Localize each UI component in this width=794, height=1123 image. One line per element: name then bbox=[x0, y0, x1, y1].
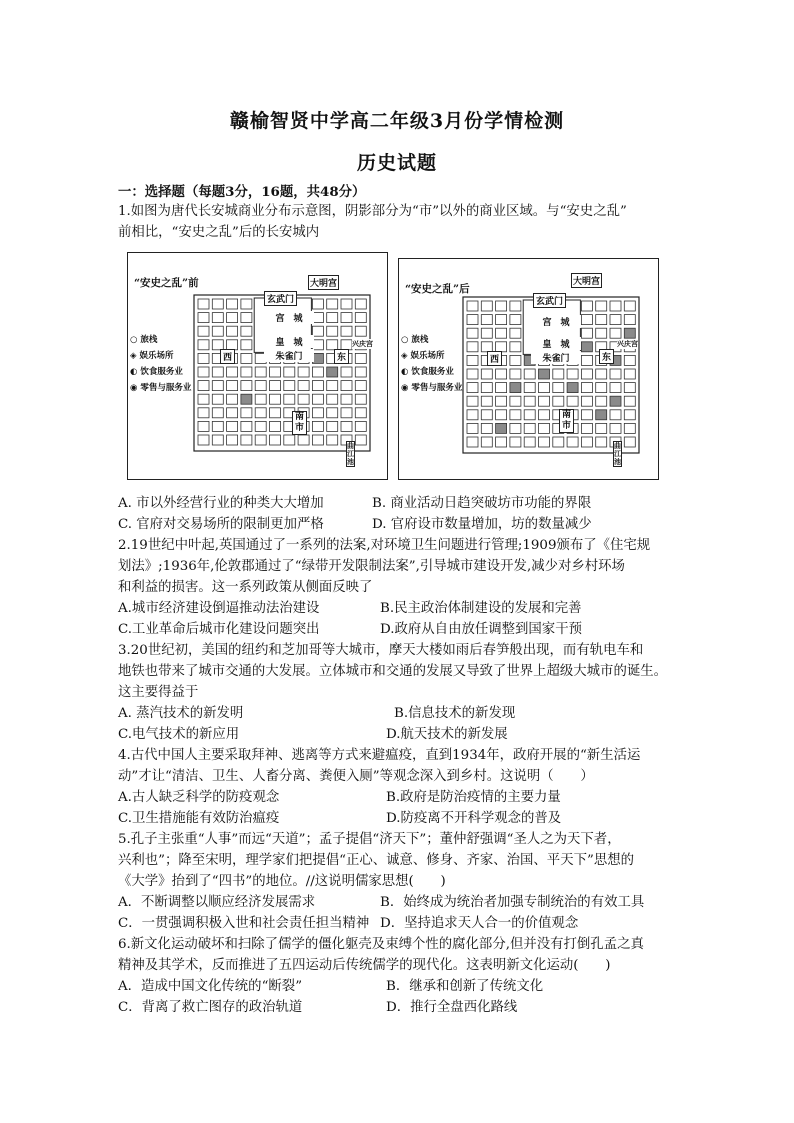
city-ward bbox=[255, 394, 266, 404]
city-ward bbox=[198, 381, 209, 391]
q4-option-a: A.古人缺乏科学的防疫观念 bbox=[118, 790, 280, 805]
city-ward bbox=[355, 326, 366, 336]
city-ward bbox=[624, 383, 635, 393]
city-ward bbox=[355, 367, 366, 377]
city-ward bbox=[510, 355, 521, 365]
city-ward bbox=[539, 437, 550, 447]
commercial-ward bbox=[567, 383, 578, 393]
food-icon: ◐ bbox=[401, 367, 412, 377]
city-ward bbox=[255, 435, 266, 445]
city-ward bbox=[496, 369, 507, 379]
map-right-east-market: 东 bbox=[599, 349, 614, 364]
city-ward bbox=[298, 381, 309, 391]
city-ward bbox=[581, 315, 592, 325]
q5-option-d: D．坚持追求天人合一的价值观念 bbox=[380, 916, 579, 931]
city-ward bbox=[467, 423, 478, 433]
city-ward bbox=[610, 383, 621, 393]
city-ward bbox=[467, 383, 478, 393]
city-ward bbox=[327, 408, 338, 418]
q2-option-a: A.城市经济建设倒逼推动法治建设 bbox=[118, 601, 320, 616]
city-ward bbox=[312, 408, 323, 418]
q3-line-1: 3.20世纪初，美国的纽约和芝加哥等大城市，摩天大楼如雨后春笋般出现，而有轨电车和 bbox=[118, 643, 644, 658]
q5-line-1: 5.孔子主张重“人事”而远“天道”；孟子提倡“济天下”；董仲舒强调“圣人之为天下者， bbox=[118, 832, 621, 847]
city-ward bbox=[624, 410, 635, 420]
city-ward bbox=[198, 313, 209, 323]
city-ward bbox=[524, 383, 535, 393]
city-ward bbox=[241, 367, 252, 377]
city-ward bbox=[227, 313, 238, 323]
legend-lodging-right: ○ 旅栈 bbox=[401, 335, 429, 345]
map-right-gongcheng: 宫 城 bbox=[531, 315, 581, 328]
q4-option-c: C.卫生措施能有效防治瘟疫 bbox=[118, 811, 280, 826]
city-ward bbox=[327, 313, 338, 323]
city-ward bbox=[212, 326, 223, 336]
map-right-xingqing: 兴庆宫 bbox=[617, 339, 638, 348]
city-ward bbox=[312, 340, 323, 350]
q1-option-c: C. 官府对交易场所的限制更加严格 bbox=[118, 517, 324, 532]
city-ward bbox=[510, 423, 521, 433]
city-ward bbox=[241, 326, 252, 336]
city-ward bbox=[596, 328, 607, 338]
city-ward bbox=[298, 435, 309, 445]
city-ward bbox=[241, 421, 252, 431]
city-ward bbox=[341, 299, 352, 309]
q5-option-b: B．始终成为统治者加强专制统治的有效工具 bbox=[380, 895, 645, 910]
city-ward bbox=[255, 421, 266, 431]
city-ward bbox=[355, 408, 366, 418]
city-ward bbox=[624, 355, 635, 365]
city-ward bbox=[596, 396, 607, 406]
city-ward bbox=[212, 313, 223, 323]
map-right-huangcheng: 皇 城 bbox=[531, 337, 581, 350]
city-ward bbox=[312, 313, 323, 323]
legend-entertainment: ◈ 娱乐场所 bbox=[130, 351, 174, 361]
city-ward bbox=[255, 408, 266, 418]
q2-option-c: C.工业革命后城市化建设问题突出 bbox=[118, 622, 320, 637]
city-ward bbox=[270, 381, 281, 391]
q1-line-1: 1.如图为唐代长安城商业分布示意图，阴影部分为“市”以外的商业区域。与“安史之乱” bbox=[118, 204, 627, 219]
city-ward bbox=[284, 394, 295, 404]
city-ward bbox=[524, 423, 535, 433]
city-ward bbox=[467, 369, 478, 379]
map-right-zhuque: 朱雀门 bbox=[531, 351, 581, 364]
q3-line-2: 地铁也带来了城市交通的大发展。立体城市和交通的发展又导致了世界上超级大城市的诞生。 bbox=[118, 664, 668, 679]
map-left-huangcheng: 皇 城 bbox=[264, 335, 314, 348]
map-after-anshi bbox=[398, 258, 659, 480]
city-ward bbox=[312, 326, 323, 336]
commercial-ward bbox=[596, 410, 607, 420]
commercial-ward bbox=[241, 394, 252, 404]
city-ward bbox=[241, 353, 252, 363]
city-ward bbox=[241, 340, 252, 350]
city-ward bbox=[298, 367, 309, 377]
city-ward bbox=[327, 326, 338, 336]
city-ward bbox=[227, 326, 238, 336]
city-ward bbox=[227, 367, 238, 377]
city-ward bbox=[198, 435, 209, 445]
commercial-ward bbox=[624, 328, 635, 338]
city-ward bbox=[241, 435, 252, 445]
city-ward bbox=[596, 301, 607, 311]
city-ward bbox=[539, 410, 550, 420]
city-ward bbox=[312, 299, 323, 309]
city-ward bbox=[481, 396, 492, 406]
city-ward bbox=[610, 328, 621, 338]
entertainment-icon: ◈ bbox=[401, 351, 411, 361]
city-ward bbox=[467, 301, 478, 311]
q5-option-a: A．不断调整以顺应经济发展需求 bbox=[118, 895, 316, 910]
commercial-ward bbox=[581, 342, 592, 352]
city-ward bbox=[496, 437, 507, 447]
city-ward bbox=[481, 437, 492, 447]
city-ward bbox=[596, 437, 607, 447]
food-icon: ◐ bbox=[130, 367, 141, 377]
city-ward bbox=[610, 301, 621, 311]
q4-option-b: B.政府是防治疫情的主要力量 bbox=[386, 790, 561, 805]
city-ward bbox=[596, 423, 607, 433]
city-ward bbox=[341, 326, 352, 336]
map-left-gongcheng: 宫 城 bbox=[264, 311, 314, 324]
city-ward bbox=[327, 381, 338, 391]
city-ward bbox=[567, 437, 578, 447]
city-ward bbox=[198, 326, 209, 336]
city-ward bbox=[212, 435, 223, 445]
city-ward bbox=[481, 301, 492, 311]
city-ward bbox=[496, 328, 507, 338]
city-ward bbox=[624, 369, 635, 379]
city-ward bbox=[481, 328, 492, 338]
retail-icon: ◉ bbox=[130, 383, 141, 393]
city-ward bbox=[496, 410, 507, 420]
city-ward bbox=[510, 315, 521, 325]
city-ward bbox=[539, 396, 550, 406]
city-ward bbox=[241, 313, 252, 323]
city-ward bbox=[227, 381, 238, 391]
city-ward bbox=[496, 383, 507, 393]
commercial-ward bbox=[510, 383, 521, 393]
city-ward bbox=[467, 437, 478, 447]
city-ward bbox=[212, 381, 223, 391]
city-ward bbox=[596, 383, 607, 393]
map-right-south-market: 南 市 bbox=[559, 409, 574, 433]
legend-food-right: ◐ 饮食服务业 bbox=[401, 367, 454, 377]
city-ward bbox=[284, 435, 295, 445]
q4-line-2: 动”才让“清洁、卫生、人畜分离、粪便入厕”等观念深入到乡村。这说明（ ） bbox=[118, 769, 594, 784]
city-ward bbox=[270, 421, 281, 431]
q3-option-a: A. 蒸汽技术的新发明 bbox=[118, 706, 244, 721]
city-ward bbox=[467, 410, 478, 420]
entertainment-icon: ◈ bbox=[130, 351, 140, 361]
map-right-qujiang: 曲 江 池 bbox=[614, 441, 621, 466]
city-ward bbox=[581, 301, 592, 311]
lodging-icon: ○ bbox=[401, 335, 412, 345]
city-ward bbox=[467, 355, 478, 365]
city-ward bbox=[553, 369, 564, 379]
city-ward bbox=[198, 394, 209, 404]
city-ward bbox=[284, 367, 295, 377]
city-ward bbox=[270, 408, 281, 418]
map-left-south-market: 南 市 bbox=[292, 411, 307, 435]
city-ward bbox=[212, 408, 223, 418]
city-ward bbox=[355, 435, 366, 445]
q1-option-a: A. 市以外经营行业的种类大大增加 bbox=[118, 496, 324, 511]
city-ward bbox=[198, 299, 209, 309]
city-ward bbox=[481, 369, 492, 379]
city-ward bbox=[581, 423, 592, 433]
city-ward bbox=[212, 421, 223, 431]
city-ward bbox=[467, 342, 478, 352]
city-ward bbox=[481, 383, 492, 393]
q5-line-2: 兴利也”；降至宋明，理学家们把提倡“正心、诚意、修身、齐家、治国、平天下”思想的 bbox=[118, 853, 634, 868]
subject-title: 历史试题 bbox=[356, 152, 437, 174]
city-ward bbox=[312, 421, 323, 431]
city-ward bbox=[624, 396, 635, 406]
city-ward bbox=[481, 315, 492, 325]
city-ward bbox=[524, 396, 535, 406]
city-ward bbox=[227, 299, 238, 309]
city-ward bbox=[355, 381, 366, 391]
city-ward bbox=[510, 328, 521, 338]
q6-option-a: A．造成中国文化传统的“断裂” bbox=[118, 979, 303, 994]
map-left-daming: 大明宫 bbox=[308, 275, 339, 290]
city-ward bbox=[241, 408, 252, 418]
city-ward bbox=[198, 367, 209, 377]
q4-option-d: D.防疫离不开科学观念的普及 bbox=[386, 811, 562, 826]
q6-option-c: C．背离了救亡图存的政治轨道 bbox=[118, 1000, 303, 1015]
city-ward bbox=[510, 301, 521, 311]
map-left-west-market: 西 bbox=[220, 349, 235, 364]
city-ward bbox=[581, 369, 592, 379]
city-ward bbox=[467, 328, 478, 338]
city-ward bbox=[327, 421, 338, 431]
map-before-anshi bbox=[127, 252, 388, 480]
city-ward bbox=[327, 435, 338, 445]
q3-option-d: D.航天技术的新发展 bbox=[386, 727, 508, 742]
legend-lodging: ○ 旅栈 bbox=[130, 335, 158, 345]
city-ward bbox=[624, 301, 635, 311]
commercial-ward bbox=[312, 353, 323, 363]
city-ward bbox=[212, 367, 223, 377]
city-ward bbox=[510, 369, 521, 379]
q5-option-c: C．一贯强调积极入世和社会责任担当精神 bbox=[118, 916, 370, 931]
city-ward bbox=[624, 437, 635, 447]
q2-line-2: 划法》;1936年,伦敦郡通过了“绿带开发限制法案”,引导城市建设开发,减少对乡村环场 bbox=[118, 559, 625, 574]
city-ward bbox=[212, 394, 223, 404]
city-ward bbox=[581, 437, 592, 447]
q6-line-1: 6.新文化运动破坏和扫除了儒学的僵化躯壳及束缚个性的腐化部分,但并没有打倒孔孟之真 bbox=[118, 937, 644, 952]
city-ward bbox=[524, 437, 535, 447]
commercial-ward bbox=[496, 423, 507, 433]
q1-option-b: B. 商业活动日趋突破坊市功能的界限 bbox=[372, 496, 592, 511]
city-ward bbox=[510, 437, 521, 447]
city-ward bbox=[610, 315, 621, 325]
city-ward bbox=[610, 369, 621, 379]
city-ward bbox=[596, 315, 607, 325]
city-ward bbox=[467, 315, 478, 325]
city-ward bbox=[581, 383, 592, 393]
city-ward bbox=[355, 421, 366, 431]
q5-line-3: 《大学》抬到了“四书”的地位。//这说明儒家思想( ) bbox=[118, 874, 446, 889]
city-ward bbox=[198, 353, 209, 363]
city-ward bbox=[255, 367, 266, 377]
city-ward bbox=[553, 437, 564, 447]
q2-option-d: D.政府从自由放任调整到国家干预 bbox=[380, 622, 582, 637]
q6-option-d: D．推行全盘西化路线 bbox=[386, 1000, 518, 1015]
city-ward bbox=[212, 299, 223, 309]
city-ward bbox=[596, 369, 607, 379]
city-ward bbox=[298, 394, 309, 404]
city-ward bbox=[198, 340, 209, 350]
city-ward bbox=[327, 299, 338, 309]
city-ward bbox=[227, 394, 238, 404]
city-ward bbox=[481, 423, 492, 433]
commercial-ward bbox=[539, 369, 550, 379]
city-ward bbox=[227, 408, 238, 418]
city-ward bbox=[510, 396, 521, 406]
city-ward bbox=[510, 342, 521, 352]
retail-icon: ◉ bbox=[401, 383, 412, 393]
q6-line-2: 精神及其学术，反而推进了五四运动后传统儒学的现代化。这表明新文化运动( ) bbox=[118, 958, 611, 973]
q2-line-3: 和利益的损害。这一系列政策从侧面反映了 bbox=[118, 580, 373, 595]
city-ward bbox=[539, 383, 550, 393]
city-ward bbox=[624, 315, 635, 325]
commercial-ward bbox=[327, 367, 338, 377]
city-ward bbox=[467, 396, 478, 406]
city-ward bbox=[496, 396, 507, 406]
q2-line-1: 2.19世纪中叶起,英国通过了一系列的法案,对环境卫生问题进行管理;1909颁布了《住宅规 bbox=[118, 538, 651, 553]
city-ward bbox=[581, 396, 592, 406]
city-ward bbox=[355, 299, 366, 309]
city-ward bbox=[481, 410, 492, 420]
city-ward bbox=[241, 299, 252, 309]
map-right-daming: 大明宫 bbox=[571, 273, 602, 288]
city-ward bbox=[624, 423, 635, 433]
legend-retail-right: ◉ 零售与服务业 bbox=[401, 383, 463, 393]
city-ward bbox=[255, 381, 266, 391]
city-ward bbox=[270, 394, 281, 404]
map-left-xingqing: 兴庆宫 bbox=[352, 339, 373, 348]
city-ward bbox=[312, 394, 323, 404]
city-ward bbox=[284, 381, 295, 391]
map-right-west-market: 西 bbox=[487, 351, 502, 366]
map-left-qujiang: 曲 江 池 bbox=[347, 441, 354, 466]
city-ward bbox=[524, 410, 535, 420]
q6-option-b: B．继承和创新了传统文化 bbox=[386, 979, 544, 994]
city-ward bbox=[341, 367, 352, 377]
q4-line-1: 4.古代中国人主要采取拜神、逃离等方式来避瘟疫，直到1934年，政府开展的“新生活运 bbox=[118, 748, 641, 763]
city-ward bbox=[341, 394, 352, 404]
city-ward bbox=[553, 396, 564, 406]
city-ward bbox=[312, 367, 323, 377]
map-left-xuanwu: 玄武门 bbox=[264, 291, 297, 306]
city-ward bbox=[355, 394, 366, 404]
city-ward bbox=[270, 367, 281, 377]
map-left-east-market: 东 bbox=[334, 349, 349, 364]
q3-option-c: C.电气技术的新应用 bbox=[118, 727, 240, 742]
q3-line-3: 这主要得益于 bbox=[118, 685, 199, 700]
city-ward bbox=[355, 353, 366, 363]
city-ward bbox=[496, 301, 507, 311]
city-ward bbox=[312, 381, 323, 391]
city-ward bbox=[581, 410, 592, 420]
city-ward bbox=[327, 394, 338, 404]
map-right-xuanwu: 玄武门 bbox=[533, 293, 566, 308]
legend-retail: ◉ 零售与服务业 bbox=[130, 383, 192, 393]
city-ward bbox=[610, 423, 621, 433]
city-ward bbox=[553, 383, 564, 393]
city-ward bbox=[539, 423, 550, 433]
city-ward bbox=[312, 435, 323, 445]
section-heading: 一：选择题（每题3分，16题，共48分） bbox=[118, 184, 366, 200]
legend-food: ◐ 饮食服务业 bbox=[130, 367, 183, 377]
city-ward bbox=[341, 313, 352, 323]
city-ward bbox=[510, 410, 521, 420]
city-ward bbox=[567, 396, 578, 406]
lodging-icon: ○ bbox=[130, 335, 141, 345]
city-ward bbox=[355, 313, 366, 323]
commercial-ward bbox=[610, 396, 621, 406]
q2-option-b: B.民主政治体制建设的发展和完善 bbox=[380, 601, 582, 616]
map-left-label: “安史之乱”前 bbox=[134, 277, 199, 289]
city-ward bbox=[341, 408, 352, 418]
q1-option-d: D. 官府设市数量增加，坊的数量减少 bbox=[372, 517, 592, 532]
city-ward bbox=[341, 381, 352, 391]
map-left-zhuque: 朱雀门 bbox=[264, 349, 314, 362]
city-ward bbox=[227, 435, 238, 445]
city-ward bbox=[610, 410, 621, 420]
city-ward bbox=[270, 435, 281, 445]
city-ward bbox=[567, 369, 578, 379]
city-ward bbox=[581, 328, 592, 338]
city-ward bbox=[341, 421, 352, 431]
city-ward bbox=[581, 355, 592, 365]
exam-title: 赣榆智贤中学高二年级3月份学情检测 bbox=[229, 110, 565, 132]
q3-option-b: B.信息技术的新发现 bbox=[394, 706, 516, 721]
city-ward bbox=[198, 408, 209, 418]
map-right-label: “安史之乱”后 bbox=[405, 283, 470, 295]
city-ward bbox=[496, 315, 507, 325]
legend-entertainment-right: ◈ 娱乐场所 bbox=[401, 351, 445, 361]
city-ward bbox=[227, 421, 238, 431]
city-ward bbox=[241, 381, 252, 391]
city-ward bbox=[524, 369, 535, 379]
city-ward bbox=[198, 421, 209, 431]
q1-line-2: 前相比，“安史之乱”后的长安城内 bbox=[118, 225, 320, 240]
